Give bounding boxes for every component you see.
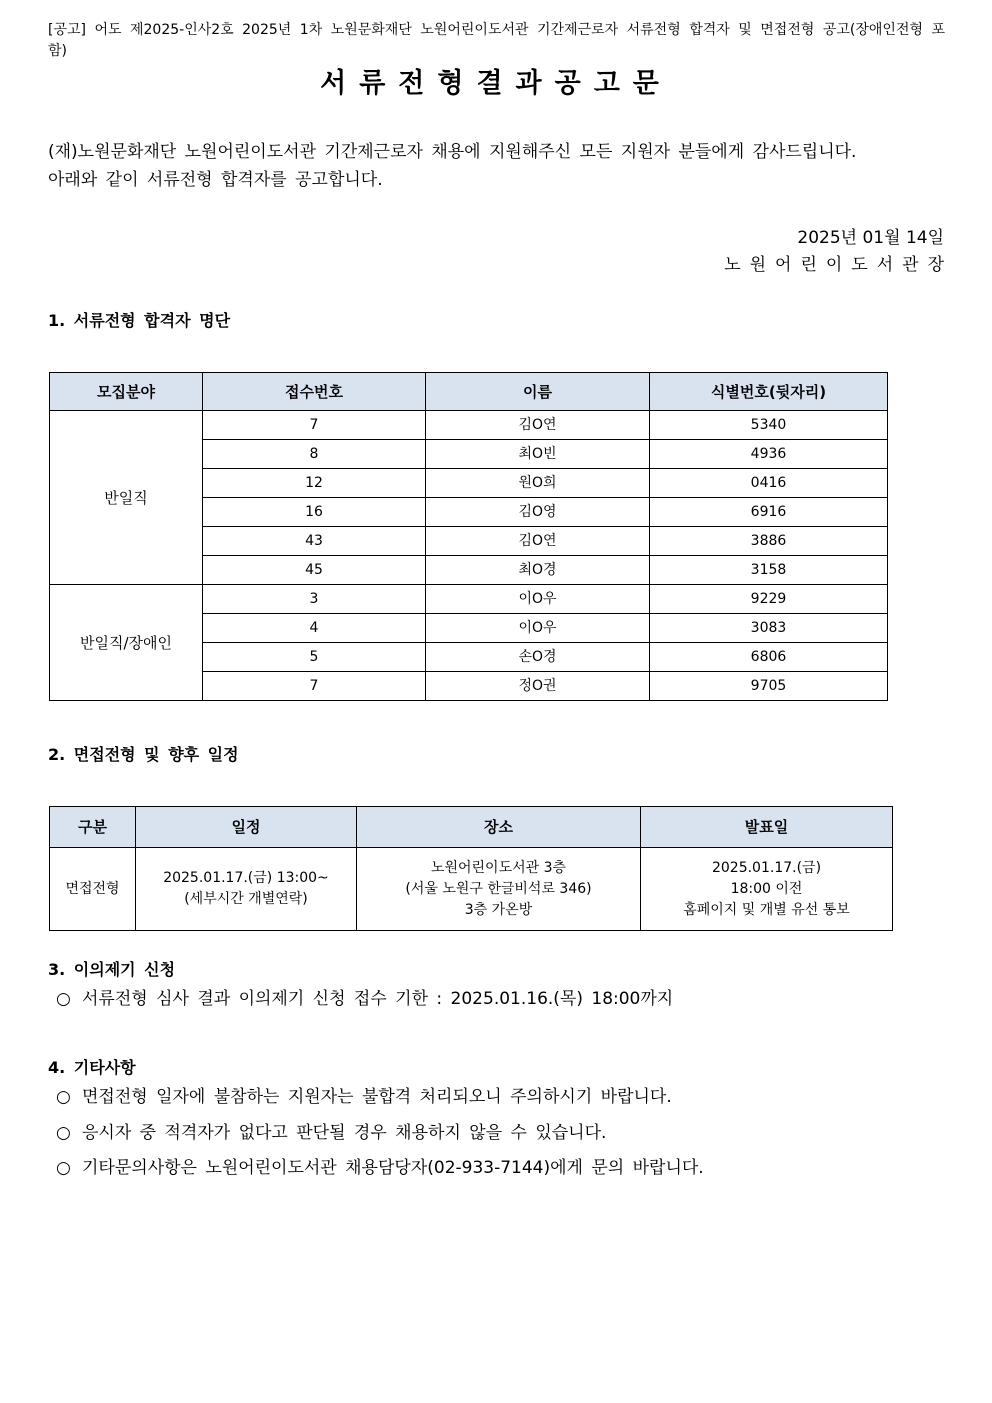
notes-item-1 — [56, 1084, 672, 1110]
number-cell: 7 — [203, 411, 426, 440]
bullet-circle-icon: ○ — [56, 1158, 71, 1178]
name-cell: 최O빈 — [426, 440, 650, 469]
objection-item — [56, 986, 673, 1012]
notes-item-text: 면접전형 일자에 불참하는 지원자는 불합격 처리되오니 주의하시기 바랍니다. — [82, 1087, 672, 1107]
section-1-heading: 1. 서류전형 합격자 명단 — [48, 311, 231, 330]
number-cell: 45 — [203, 556, 426, 585]
id-cell: 3083 — [650, 614, 888, 643]
schedule-announce-line-1: 2025.01.17.(금) — [711, 859, 822, 876]
column-header-place: 장소 — [357, 807, 641, 848]
bullet-circle-icon: ○ — [56, 1087, 71, 1107]
results-header-row — [50, 373, 888, 411]
column-header-id: 식별번호(뒷자리) — [650, 373, 888, 411]
schedule-time-cell — [136, 848, 357, 931]
table-row — [50, 585, 888, 614]
schedule-type-cell: 면접전형 — [50, 848, 136, 931]
bullet-circle-icon: ○ — [56, 1123, 71, 1143]
notes-item-2 — [56, 1120, 606, 1146]
results-table — [49, 372, 888, 701]
name-cell: 김O연 — [426, 411, 650, 440]
issuing-organization: 노원어린이도서관장 — [724, 255, 953, 275]
number-cell: 16 — [203, 498, 426, 527]
id-cell: 6806 — [650, 643, 888, 672]
column-header-announce: 발표일 — [641, 807, 893, 848]
schedule-row — [50, 848, 893, 931]
column-header-schedule: 일정 — [136, 807, 357, 848]
intro-line-2: 아래와 같이 서류전형 합격자를 공고합니다. — [48, 170, 383, 190]
objection-item-text: 서류전형 심사 결과 이의제기 신청 접수 기한 : 2025.01.16.(목) 18:00까지 — [82, 989, 674, 1009]
intro-line-1: (재)노원문화재단 노원어린이도서관 기간제근로자 채용에 지원해주신 모든 지원자 분들에게 감사드립니다. — [48, 142, 857, 162]
column-header-number: 접수번호 — [203, 373, 426, 411]
intro-paragraph — [48, 138, 945, 194]
schedule-announce-line-3: 홈페이지 및 개별 유선 통보 — [683, 901, 850, 918]
id-cell: 3886 — [650, 527, 888, 556]
section-2-heading: 2. 면접전형 및 향후 일정 — [48, 745, 239, 764]
schedule-time-line-2: (세부시간 개별연락) — [184, 891, 308, 907]
schedule-place-line-1: 노원어린이도서관 3층 — [430, 859, 567, 876]
number-cell: 43 — [203, 527, 426, 556]
schedule-place-cell — [357, 848, 641, 931]
id-cell: 6916 — [650, 498, 888, 527]
number-cell: 3 — [203, 585, 426, 614]
schedule-table — [49, 806, 893, 931]
column-header-name: 이름 — [426, 373, 650, 411]
column-header-type: 구분 — [50, 807, 136, 848]
announcement-date: 2025년 01월 14일 — [797, 228, 944, 248]
schedule-header-row — [50, 807, 893, 848]
schedule-place-line-3: 3층 가온방 — [464, 901, 533, 918]
number-cell: 5 — [203, 643, 426, 672]
id-cell: 3158 — [650, 556, 888, 585]
notes-item-text: 기타문의사항은 노원어린이도서관 채용담당자(02-933-7144)에게 문의 바랍니다. — [82, 1158, 704, 1178]
schedule-announce-cell — [641, 848, 893, 931]
results-body — [50, 411, 888, 701]
section-4-heading: 4. 기타사항 — [48, 1058, 136, 1077]
name-cell: 원O희 — [426, 469, 650, 498]
name-cell: 이O우 — [426, 585, 650, 614]
notes-item-3 — [56, 1155, 704, 1181]
number-cell: 7 — [203, 672, 426, 701]
column-header-field: 모집분야 — [50, 373, 203, 411]
id-cell: 9705 — [650, 672, 888, 701]
name-cell: 최O경 — [426, 556, 650, 585]
name-cell: 손O경 — [426, 643, 650, 672]
id-cell: 4936 — [650, 440, 888, 469]
number-cell: 12 — [203, 469, 426, 498]
name-cell: 이O우 — [426, 614, 650, 643]
number-cell: 8 — [203, 440, 426, 469]
document-title: 서류전형결과공고문 — [320, 68, 672, 99]
notice-header: [공고] 어도 제2025-인사2호 2025년 1차 노원문화재단 노원어린이도서관 기간제근로자 서류전형 합격자 및 면접전형 공고(장애인전형 포함) — [48, 22, 945, 59]
field-cell: 반일직 — [50, 411, 203, 585]
field-cell: 반일직/장애인 — [50, 585, 203, 701]
name-cell: 김O연 — [426, 527, 650, 556]
schedule-announce-line-2: 18:00 이전 — [730, 880, 803, 897]
schedule-time-line-1: 2025.01.17.(금) 13:00~ — [163, 870, 329, 886]
table-row — [50, 411, 888, 440]
bullet-circle-icon: ○ — [56, 989, 71, 1009]
id-cell: 9229 — [650, 585, 888, 614]
name-cell: 김O영 — [426, 498, 650, 527]
notes-item-text: 응시자 중 적격자가 없다고 판단될 경우 채용하지 않을 수 있습니다. — [82, 1123, 607, 1143]
id-cell: 5340 — [650, 411, 888, 440]
number-cell: 4 — [203, 614, 426, 643]
section-3-heading: 3. 이의제기 신청 — [48, 960, 176, 979]
name-cell: 정O권 — [426, 672, 650, 701]
schedule-place-line-2: (서울 노원구 한글비석로 346) — [405, 880, 592, 897]
id-cell: 0416 — [650, 469, 888, 498]
